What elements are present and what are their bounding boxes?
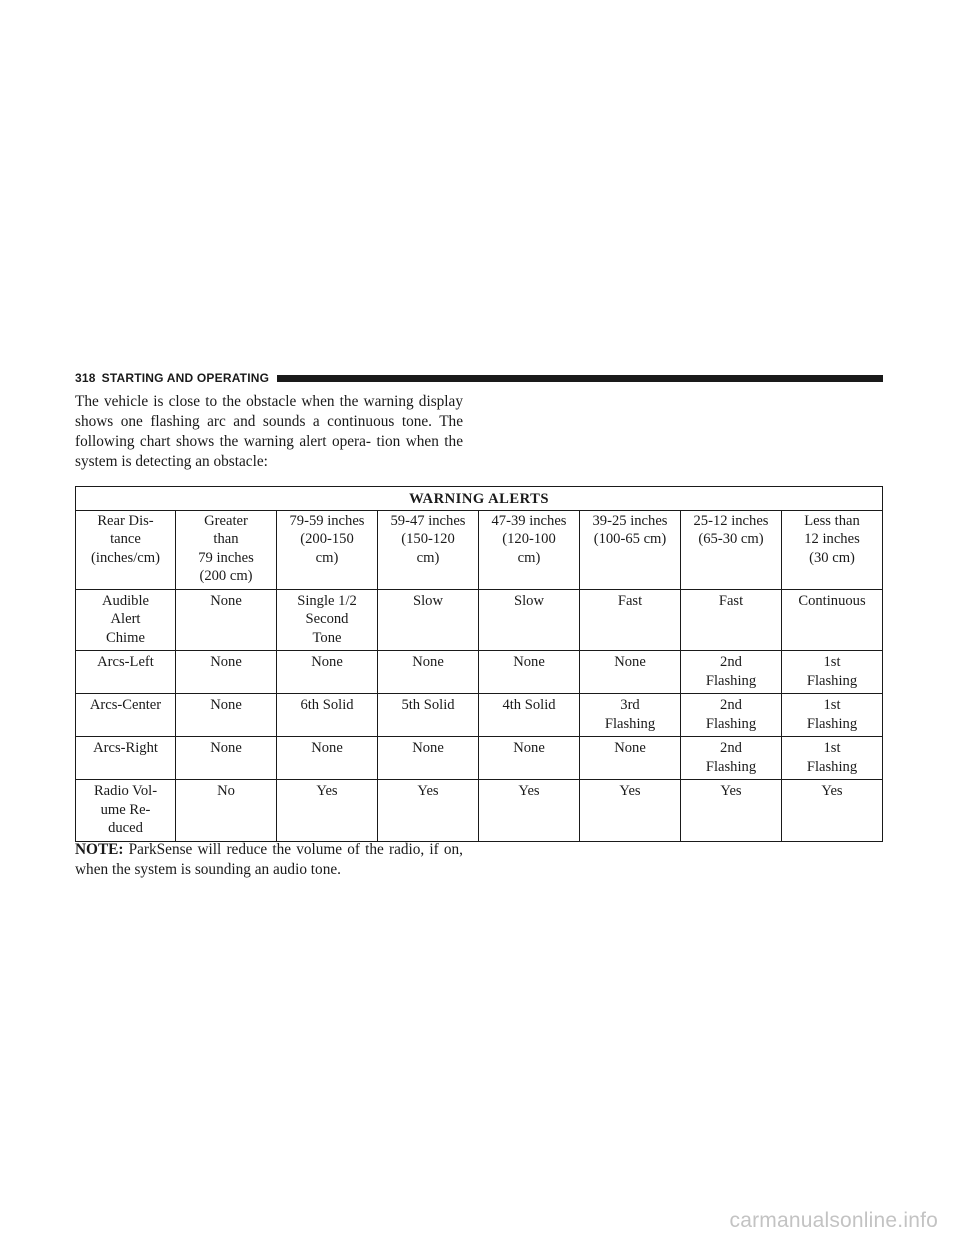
table-cell: 59-47 inches (150-120 cm) [378,510,479,589]
table-cell: Yes [479,780,580,842]
note-label: NOTE: [75,841,124,858]
table-cell: 6th Solid [277,694,378,737]
table-cell: 1st Flashing [782,651,883,694]
table-cell: None [176,651,277,694]
note-text: ParkSense will reduce the volume of the radio, if on, when the system is sounding an audio tone. [75,841,463,878]
intro-paragraph: The vehicle is close to the obstacle when the warning display shows one flashing arc and sounds a continuous tone. The following chart shows the warning alert opera- tion when the system is detecting an obstacle: [75,393,463,470]
watermark: carmanualsonline.info [729,1209,938,1232]
table-cell: Continuous [782,589,883,651]
table-row [76,737,883,780]
table-title: WARNING ALERTS [76,487,883,511]
table-cell: Rear Dis- tance (inches/cm) [76,510,176,589]
table-cell: None [580,651,681,694]
table-cell: 47-39 inches (120-100 cm) [479,510,580,589]
warning-alerts-table [75,486,883,842]
table-cell: 3rd Flashing [580,694,681,737]
table-cell: Greater than 79 inches (200 cm) [176,510,277,589]
table-cell: Fast [681,589,782,651]
table-row [76,651,883,694]
header-rule [277,375,883,382]
table-cell: Yes [378,780,479,842]
table-cell: 25-12 inches (65-30 cm) [681,510,782,589]
table-cell: None [277,737,378,780]
table-cell: Yes [580,780,681,842]
table-cell: Yes [277,780,378,842]
page-header [75,370,883,386]
table-cell: Arcs-Left [76,651,176,694]
table-cell: None [479,651,580,694]
table-cell: Slow [378,589,479,651]
table-cell: None [479,737,580,780]
table-cell: Less than 12 inches (30 cm) [782,510,883,589]
page-number: 318 [75,371,96,385]
table-cell: 2nd Flashing [681,737,782,780]
table-cell: Arcs-Center [76,694,176,737]
section-title: STARTING AND OPERATING [101,371,270,385]
table-row [76,780,883,842]
table-cell: Audible Alert Chime [76,589,176,651]
table-cell: None [176,589,277,651]
table-row [76,694,883,737]
table-cell: Radio Vol- ume Re- duced [76,780,176,842]
table-cell: 79-59 inches (200-150 cm) [277,510,378,589]
table-cell: No [176,780,277,842]
table-cell: None [378,651,479,694]
table-cell: 4th Solid [479,694,580,737]
table-row [76,589,883,651]
table-cell: 2nd Flashing [681,651,782,694]
table-cell: Single 1/2 Second Tone [277,589,378,651]
note-paragraph [75,840,463,880]
table-cell: 1st Flashing [782,694,883,737]
table-cell: 2nd Flashing [681,694,782,737]
table-header-row [76,510,883,589]
table-cell: 39-25 inches (100-65 cm) [580,510,681,589]
table-cell: None [277,651,378,694]
table-cell: None [378,737,479,780]
table-cell: Fast [580,589,681,651]
table-cell: None [176,737,277,780]
table-cell: Arcs-Right [76,737,176,780]
table-cell: Yes [681,780,782,842]
table-cell: None [176,694,277,737]
table-body [76,510,883,841]
table-cell: Yes [782,780,883,842]
table-cell: 5th Solid [378,694,479,737]
table-cell: None [580,737,681,780]
table-cell: 1st Flashing [782,737,883,780]
table-cell: Slow [479,589,580,651]
